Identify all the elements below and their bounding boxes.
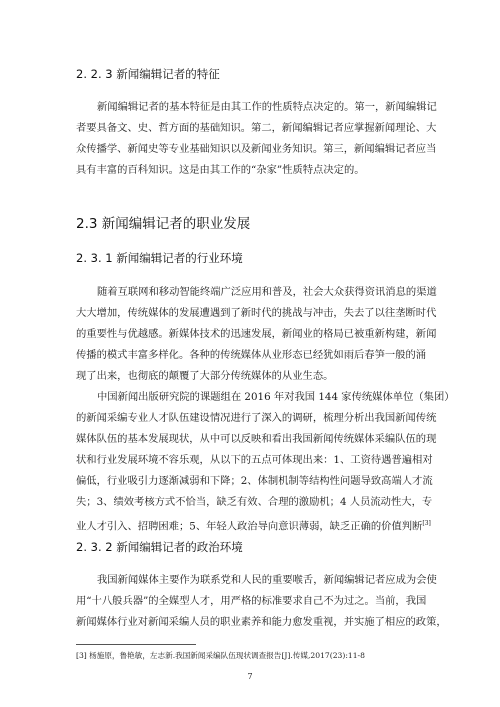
text-line: 者要具备文、史、哲方面的基础知识。第二，新闻编辑记者应掌握新闻理论、大 [76,122,437,134]
heading-2-2-3: 2. 2. 3 新闻编辑记者的特征 [76,67,220,81]
text-line: 偏低，行业吸引力逐渐减弱和下降；2、体制机制等结构性问题导致高端人才流 [76,475,433,487]
text-line: 随着互联网和移动智能终端广泛应用和普及，社会大众获得资讯消息的渠道 [97,286,437,298]
text-line: 失；3、绩效考核方式不恰当，缺乏有效、合理的激励机；4 人员流动性大，专 [76,496,433,508]
heading-2-3-1: 2. 3. 1 新闻编辑记者的行业环境 [76,251,243,265]
text-line: 的新闻采编专业人才队伍建设情况进行了深入的调研，梳理分析出我国新闻传统 [76,412,437,424]
heading-2-3: 2.3 新闻编辑记者的职业发展 [76,216,251,232]
text-line: 新闻编辑记者的基本特征是由其工作的性质特点决定的。第一，新闻编辑记 [97,101,437,113]
text-line: 众传播学、新闻史等专业基础知识以及新闻业务知识。第三，新闻编辑记者应当 [76,143,437,155]
text-line: 新闻媒体行业对新闻采编人员的职业素养和能力愈发重视，并实施了相应的政策， [76,616,447,628]
text-line: 用“十八般兵器”的全媒型人才，用严格的标准要求自己不为过之。当前，我国 [76,595,427,607]
page-number: 7 [247,672,253,681]
paragraph-political-environment [76,570,447,633]
text-line [76,513,431,534]
text-line: 具有丰富的百科知识。这是由其工作的“杂家”性质特点决定的。 [76,164,365,176]
text-line: 中国新闻出版研究院的课题组在 2016 年对我国 144 家传统媒体单位（集团） [97,391,455,403]
text-line: 现了出来，也彻底的颠覆了大部分传统媒体的从业生态。 [76,370,334,382]
footnote-divider [76,644,196,645]
text-line: 媒体队伍的基本发展现状，从中可以反映和看出我国新闻传统媒体采编队伍的现 [76,433,437,445]
text-line: 我国新闻媒体主要作为联系党和人民的重要喉舌，新闻编辑记者应成为会使 [97,574,437,586]
paragraph-industry-environment [76,282,437,387]
text-line: 传播的模式丰富多样化。各种的传统媒体从业形态已经犹如雨后春笋一般的涌 [76,349,427,361]
paragraph-characteristics [76,97,437,181]
footnote: [3] 杨施原，鲁艳敏，左志新.我国新闻采编队伍现状调查报告[J].传媒,2017(23):11-8 [76,651,365,660]
text-line: 大大增加，传统媒体的发展遭遇到了新时代的挑战与冲击，失去了以往垄断时代 [76,307,437,319]
heading-2-3-2: 2. 3. 2 新闻编辑记者的政治环境 [76,540,243,554]
text-line: 的重要性与优越感。新媒体技术的迅速发展，新闻业的格局已被重新构建，新闻 [76,328,437,340]
paragraph-survey-findings [76,387,455,534]
text-line-content: 业人才引入、招聘困难；5、年轻人政治导向意识薄弱，缺乏正确的价值判断 [76,520,423,533]
citation-marker: [3] [422,520,431,527]
text-line: 状和行业发展环境不容乐观，从以下的五点可体现出来：1、工资待遇普遍相对 [76,454,433,466]
